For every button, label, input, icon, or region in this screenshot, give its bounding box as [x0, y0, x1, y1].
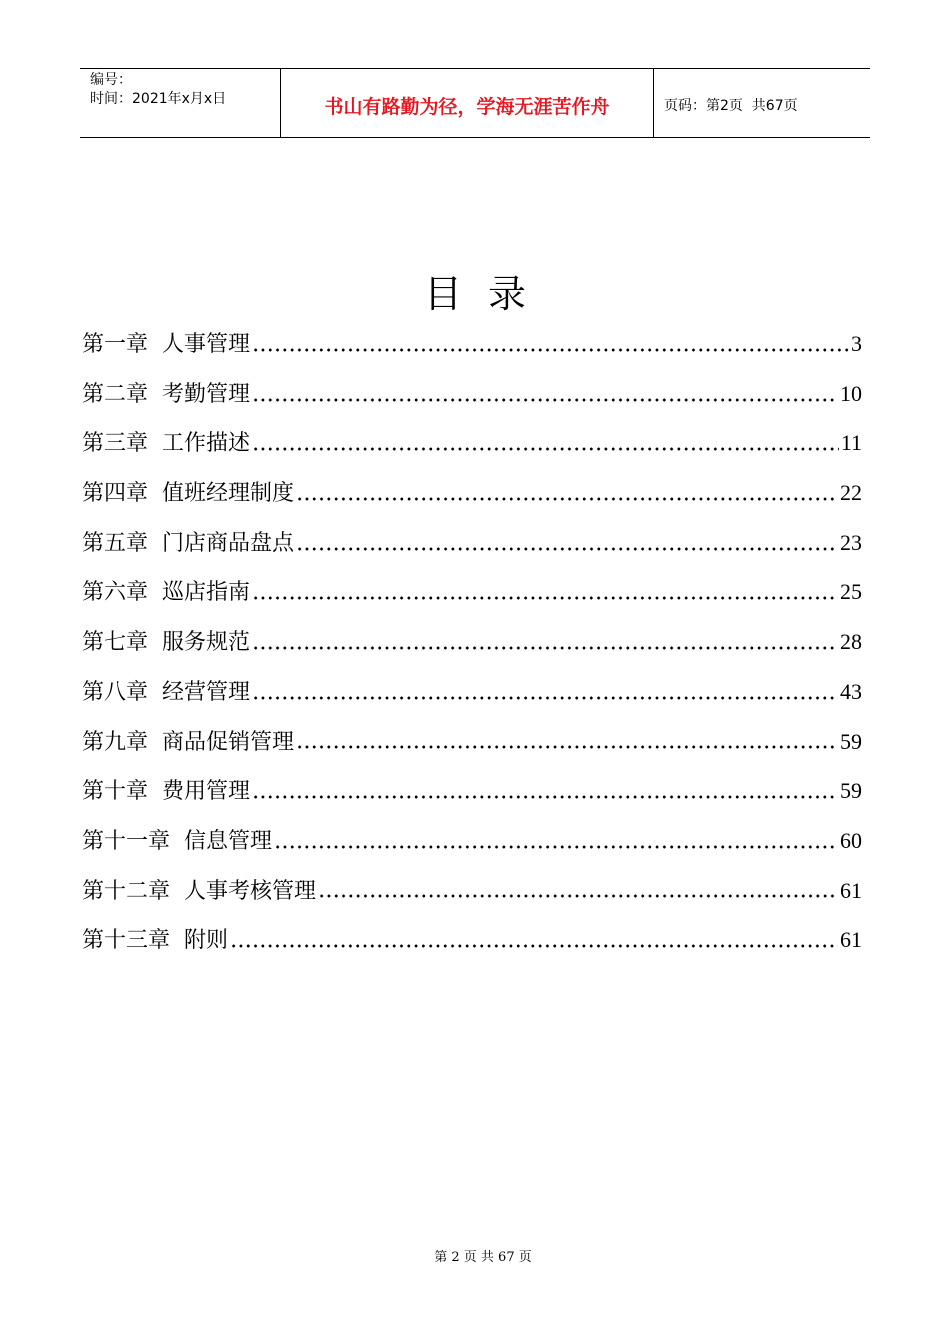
header-number-label: 编号：: [90, 72, 132, 88]
toc-chapter-label: 第七章: [82, 630, 149, 656]
header-motto: 书山有路勤为径，学海无涯苦作舟: [281, 69, 654, 137]
toc-entry[interactable]: [82, 620, 862, 670]
toc-chapter-label: 第四章: [82, 481, 149, 507]
toc-chapter-label: 第二章: [82, 381, 149, 407]
toc-entry-title: 门店商品盘点: [162, 530, 295, 556]
toc-title: 目录: [423, 272, 552, 316]
toc-dot-leader: [252, 345, 849, 355]
toc-chapter-label: 第十章: [82, 779, 149, 805]
toc-entry-title: 人事管理: [162, 332, 251, 357]
toc-chapter-label: 第一章: [82, 332, 149, 357]
toc-chapter-label: 第十三章: [82, 928, 171, 954]
toc-page-number: 59: [840, 778, 862, 804]
toc-entry[interactable]: [82, 471, 862, 521]
toc-dot-leader: [230, 941, 838, 951]
toc-entry-title: 经营管理: [162, 679, 251, 705]
toc-entry[interactable]: [82, 819, 862, 869]
toc-chapter-label: 第三章: [82, 431, 149, 457]
toc-entry[interactable]: [82, 421, 862, 471]
toc-entry-title: 附则: [184, 928, 229, 954]
toc-dot-leader: [252, 643, 838, 653]
toc-entry-title: 费用管理: [162, 779, 251, 805]
toc-page-number: 59: [840, 728, 862, 754]
toc-dot-leader: [252, 444, 839, 454]
toc-entry-title: 服务规范: [162, 630, 251, 656]
toc-dot-leader: [252, 395, 838, 405]
toc-entry[interactable]: [82, 570, 862, 620]
toc-entry[interactable]: [82, 670, 862, 720]
toc-page-number: 11: [840, 430, 862, 456]
toc-entry-title: 商品促销管理: [162, 729, 295, 755]
toc-chapter-label: 第五章: [82, 530, 149, 556]
toc-page-number: 43: [840, 678, 862, 704]
toc-entry[interactable]: [82, 720, 862, 770]
toc-chapter-label: 第六章: [82, 580, 149, 606]
toc-entry-title: 工作描述: [162, 431, 251, 457]
toc-dot-leader: [296, 494, 838, 504]
header-date-label: 时间：2021年x月x日: [90, 91, 227, 107]
toc-entry-title: 信息管理: [184, 828, 273, 854]
toc-page-number: 61: [840, 877, 862, 903]
toc-page-number: 22: [840, 480, 862, 506]
toc-chapter-label: 第九章: [82, 729, 149, 755]
toc-dot-leader: [274, 842, 838, 852]
toc-entry-title: 考勤管理: [162, 381, 251, 407]
toc-entry[interactable]: [82, 322, 862, 372]
toc-page-number: 10: [840, 380, 862, 406]
header-page-info: 页码：第2页 共67页: [664, 98, 798, 114]
toc-page-number: 61: [840, 927, 862, 953]
page-footer: 第 2 页 共 67 页: [434, 1250, 532, 1265]
toc-page-number: 60: [840, 827, 862, 853]
toc-entry[interactable]: [82, 869, 862, 919]
page-header: [80, 68, 870, 138]
toc-dot-leader: [296, 544, 838, 554]
toc-page-number: 23: [840, 529, 862, 555]
toc-page-number: 3: [851, 331, 862, 356]
toc-entry[interactable]: [82, 372, 862, 422]
toc-entry-title: 巡店指南: [162, 580, 251, 606]
toc-dot-leader: [318, 891, 838, 901]
toc-dot-leader: [252, 693, 838, 703]
toc-chapter-label: 第十二章: [82, 878, 171, 904]
toc-dot-leader: [296, 742, 838, 752]
toc-list: [82, 322, 862, 968]
header-meta: [80, 69, 281, 137]
toc-chapter-label: 第十一章: [82, 828, 171, 854]
toc-dot-leader: [252, 593, 838, 603]
toc-chapter-label: 第八章: [82, 679, 149, 705]
toc-entry-title: 值班经理制度: [162, 481, 295, 507]
toc-page-number: 25: [840, 579, 862, 605]
toc-entry-title: 人事考核管理: [184, 878, 317, 904]
toc-dot-leader: [252, 792, 838, 802]
toc-entry[interactable]: [82, 521, 862, 571]
toc-entry[interactable]: [82, 769, 862, 819]
toc-entry[interactable]: [82, 918, 862, 968]
toc-page-number: 28: [840, 629, 862, 655]
